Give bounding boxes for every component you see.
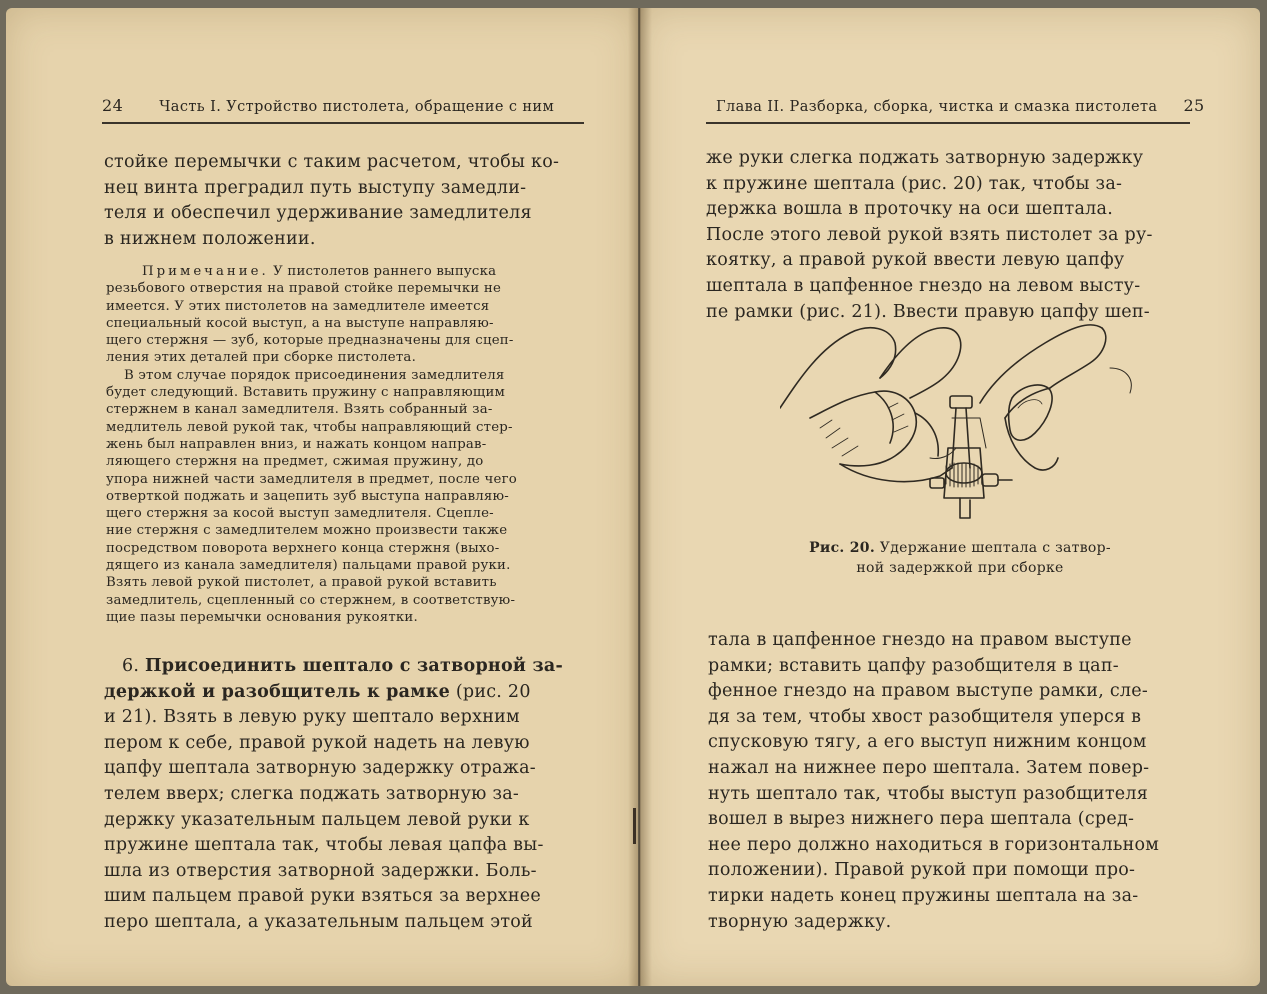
note-line: специальный косой выступ, а на выступе направляю- <box>106 315 494 331</box>
text-line: цапфу шептала затворную задержку отража- <box>104 758 536 779</box>
text-line: вошел в вырез нижнего пера шептала (сред- <box>708 809 1135 830</box>
text-line: шла из отверстия затворной задержки. Боль- <box>104 860 537 881</box>
right-running-head: Глава II. Разборка, сборка, чистка и смазка пистолета <box>716 99 1158 115</box>
text-line: нец винта преградил путь выступу замедли- <box>104 177 527 198</box>
text-line: фенное гнездо на правом выступе рамки, сле- <box>708 681 1149 702</box>
text-line: держку указательным пальцем левой руки к <box>104 809 530 830</box>
text-line: перо шептала, а указательным пальцем этой <box>104 911 533 932</box>
text-line: шептала в цапфенное гнездо на левом высту- <box>706 275 1141 296</box>
text-line: нуть шептало так, чтобы выступ разобщителя <box>708 783 1149 804</box>
note-line: щие пазы перемычки основания рукоятки. <box>106 609 418 625</box>
binding-thread <box>633 808 636 844</box>
book-gutter <box>628 8 652 986</box>
step-title: Присоединить шептало с затворной за- <box>145 656 564 676</box>
note-line: щего стержня за косой выступ замедлителя. Сцепле- <box>106 506 494 522</box>
text-line: После этого левой рукой взять пистолет за ру- <box>706 224 1153 245</box>
text-line: тала в цапфенное гнездо на правом выступе <box>708 630 1132 650</box>
note-line: Примечание. У пистолетов раннего выпуска <box>142 264 497 279</box>
text-line: тирки надеть конец пружины шептала на за- <box>708 885 1139 906</box>
right-header-rule <box>706 122 1190 124</box>
text-line: же руки слегка поджать затворную задержку <box>706 148 1144 168</box>
text-line: коятку, а правой рукой ввести левую цапфу <box>706 250 1125 271</box>
note-line: медлитель левой рукой так, чтобы направляющий стер- <box>106 419 513 435</box>
note-line: ние стержня с замедлителем можно произвести также <box>106 523 508 539</box>
right-page-header <box>716 96 1205 115</box>
text-line: спусковую тягу, а его выступ нижним концом <box>708 732 1147 753</box>
left-note <box>106 263 584 626</box>
left-page-number: 24 <box>102 96 124 115</box>
left-header-rule <box>102 122 584 124</box>
left-page-header <box>102 96 554 115</box>
note-label: Примечание. <box>142 264 269 279</box>
note-line: ляющего стержня на предмет, сжимая пружину, до <box>106 454 484 470</box>
right-page-number: 25 <box>1183 96 1205 115</box>
left-paragraph-1 <box>104 150 584 252</box>
left-step-6 <box>104 654 584 936</box>
text-line: положении). Правой рукой при помощи про- <box>708 860 1136 881</box>
step-number: 6. <box>122 656 140 676</box>
text-line: нажал на нижнее перо шептала. Затем повер- <box>708 757 1150 778</box>
note-line: имеется. У этих пистолетов на замедлителе имеется <box>106 298 490 314</box>
text-line: пером к себе, правой рукой надеть на левую <box>104 732 530 753</box>
note-line: Взять левой рукой пистолет, а правой рукой вставить <box>106 575 497 591</box>
caption-line: ной задержкой при сборке <box>856 560 1064 576</box>
figure-label: Рис. 20. <box>809 540 876 556</box>
text-line: творную задержку. <box>708 911 892 932</box>
text-line: держка вошла в проточку на оси шептала. <box>706 199 1114 220</box>
text-line <box>104 654 584 680</box>
note-line: резьбового отверстия на правой стойке перемычки не <box>106 281 502 297</box>
note-line: стержнем в канал замедлителя. Взять собранный за- <box>106 402 493 418</box>
note-line: В этом случае порядок присоединения замедлителя <box>124 367 505 383</box>
text-line: к пружине шептала (рис. 20) так, чтобы за- <box>706 173 1123 194</box>
note-line: упора нижней части замедлителя в предмет, после чего <box>106 471 517 487</box>
text-line: дя за тем, чтобы хвост разобщителя уперся в <box>708 706 1142 727</box>
text-line: теля и обеспечил удерживание замедлителя <box>104 203 532 224</box>
text-line: стойке перемычки с таким расчетом, чтобы ко- <box>104 152 560 172</box>
text-line: в нижнем положении. <box>104 228 316 249</box>
note-line: щего стержня — зуб, которые предназначены для сцеп- <box>106 333 514 349</box>
note-line: ления этих деталей при сборке пистолета. <box>106 350 416 366</box>
text-line: нее перо должно находиться в горизонтальном <box>708 834 1160 855</box>
caption-line: Рис. 20. Удержание шептала с затвор- <box>809 540 1111 556</box>
text-line: пружине шептала так, чтобы левая цапфа вы- <box>104 835 544 856</box>
note-line: жень был направлен вниз, и нажать концом направ- <box>106 436 487 452</box>
text-line: держкой и разобщитель к рамке (рис. 20 <box>104 681 531 702</box>
left-running-head: Часть I. Устройство пистолета, обращение с ним <box>159 99 555 115</box>
right-paragraph-bottom <box>708 628 1194 935</box>
note-line: отверткой поджать и зацепить зуб выступа направляю- <box>106 488 509 504</box>
note-line: замедлитель, сцепленный со стержнем, в соответствую- <box>106 592 516 608</box>
right-paragraph-top <box>706 146 1192 325</box>
figure-caption <box>770 538 1150 578</box>
text-line: рамки; вставить цапфу разобщителя в цап- <box>708 655 1119 676</box>
text-line: и 21). Взять в левую руку шептало верхним <box>104 707 520 728</box>
note-line: будет следующий. Вставить пружину с направляющим <box>106 385 506 401</box>
text-line: телем вверх; слегка поджать затворную за- <box>104 783 520 804</box>
note-line: дящего из канала замедлителя) пальцами правой руки. <box>106 558 511 574</box>
figure-hands-sear-illustration <box>780 308 1160 528</box>
left-page <box>6 8 638 986</box>
text-line: шим пальцем правой руки взяться за верхнее <box>104 886 541 907</box>
text-line: пе рамки (рис. 21). Ввести правую цапфу шеп- <box>706 301 1150 322</box>
note-line: посредством поворота верхнего конца стержня (выхо- <box>106 540 500 556</box>
